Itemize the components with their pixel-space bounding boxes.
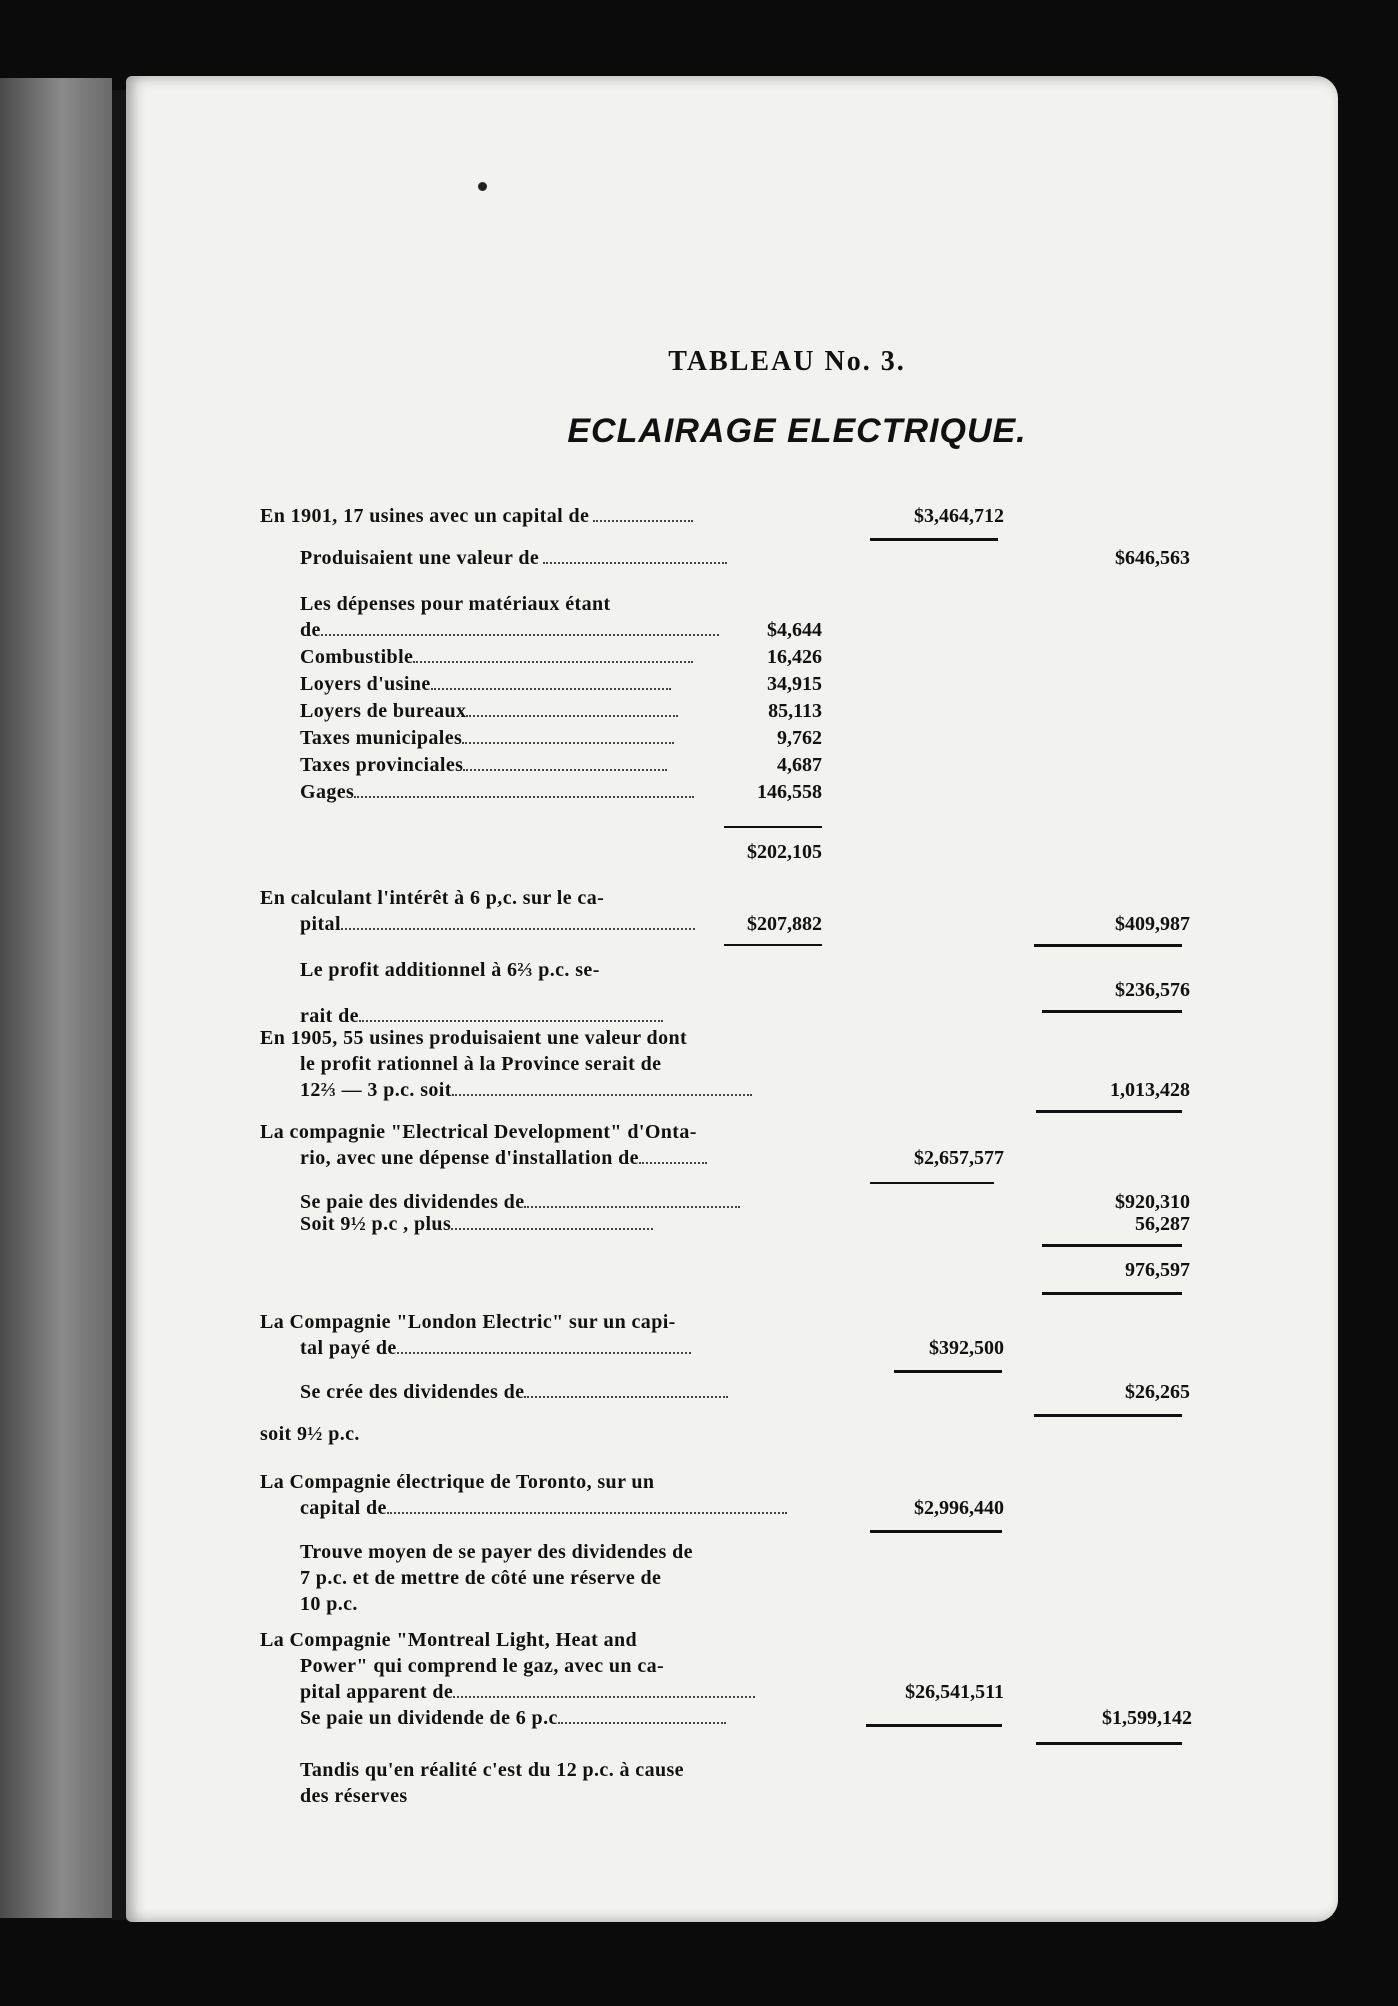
rule	[894, 1370, 1002, 1373]
ed-line2: rio, avec une dépense d'installation de	[300, 1146, 707, 1170]
document-page	[126, 76, 1338, 1922]
rule	[870, 538, 998, 541]
mlhp-line2: Power" qui comprend le gaz, avec un ca-	[300, 1655, 665, 1677]
profit-line2: rait de	[300, 1004, 663, 1028]
rule	[870, 1530, 1002, 1533]
ed-total: 976,597	[1125, 1259, 1190, 1281]
expense-label: Taxes municipales	[300, 726, 674, 750]
toronto-line2: capital de	[300, 1496, 787, 1520]
mlhp-div-text: Se paie un dividende de 6 p.c	[300, 1706, 726, 1730]
expense-label: Loyers d'usine	[300, 672, 671, 696]
produisaient-text: Produisaient une valeur de	[300, 546, 727, 570]
rule	[1042, 1010, 1182, 1013]
expense-label: Loyers de bureaux	[300, 699, 678, 723]
mlhp-capital: $26,541,511	[905, 1681, 1004, 1703]
london-soit: soit 9½ p.c.	[260, 1423, 360, 1445]
interet-line1: En calculant l'intérêt à 6 p,c. sur le ca-	[260, 887, 605, 909]
expense-value: 34,915	[767, 673, 822, 695]
toronto-text-1: Trouve moyen de se payer des dividendes de	[300, 1541, 693, 1563]
tandis-line2: des réserves	[300, 1785, 408, 1807]
ed-soit-value: 56,287	[1135, 1213, 1190, 1235]
expense-value: $4,644	[767, 619, 822, 641]
london-line1: La Compagnie "London Electric" sur un capi-	[260, 1311, 676, 1333]
toronto-text-3: 10 p.c.	[300, 1593, 358, 1615]
tandis-line1: Tandis qu'en réalité c'est du 12 p.c. à cause	[300, 1759, 684, 1781]
facing-page-edge	[0, 78, 112, 1918]
produisaient-value: $646,563	[1115, 547, 1190, 569]
mlhp-line3: pital apparent de	[300, 1680, 755, 1704]
expense-label: Gages	[300, 780, 694, 804]
london-div-value: $26,265	[1125, 1381, 1190, 1403]
expense-label: Combustible	[300, 645, 693, 669]
table-subject: ECLAIRAGE ELECTRIQUE.	[567, 412, 1027, 450]
rule	[1034, 944, 1182, 947]
expense-label: de	[300, 618, 719, 642]
ed-capital: $2,657,577	[914, 1147, 1004, 1169]
r1905-value: 1,013,428	[1110, 1079, 1190, 1101]
profit-line1: Le profit additionnel à 6⅔ p.c. se-	[300, 959, 600, 981]
expense-value: 9,762	[777, 727, 822, 749]
rule	[1042, 1292, 1182, 1295]
rule	[870, 1182, 994, 1184]
rule	[1036, 1110, 1182, 1113]
ed-div-value: $920,310	[1115, 1191, 1190, 1213]
mlhp-div-value: $1,599,142	[1102, 1707, 1192, 1729]
rule	[1042, 1244, 1182, 1247]
toronto-capital: $2,996,440	[914, 1497, 1004, 1519]
depenses-total: $202,105	[747, 841, 822, 863]
expense-value: 85,113	[768, 700, 822, 722]
expense-value: 16,426	[767, 646, 822, 668]
london-capital: $392,500	[929, 1337, 1004, 1359]
london-div-text: Se crée des dividendes de	[300, 1380, 728, 1404]
expense-label: Taxes provinciales	[300, 753, 667, 777]
r1905-line2: le profit rationnel à la Province serait de	[300, 1053, 662, 1075]
mlhp-line1: La Compagnie "Montreal Light, Heat and	[260, 1629, 638, 1651]
ed-line1: La compagnie "Electrical Development" d'Onta-	[260, 1121, 697, 1143]
depenses-intro: Les dépenses pour matériaux étant	[300, 593, 611, 615]
rule	[1034, 1414, 1182, 1417]
r1905-line1: En 1905, 55 usines produisaient une valeur dont	[260, 1027, 688, 1049]
ed-div-text: Se paie des dividendes de	[300, 1190, 740, 1214]
ink-dot	[478, 182, 487, 191]
r1905-line3: 12⅔ — 3 p.c. soit	[300, 1078, 752, 1102]
interet-result: $409,987	[1115, 913, 1190, 935]
rule	[724, 826, 822, 828]
rule	[1036, 1742, 1182, 1745]
toronto-line1: La Compagnie électrique de Toronto, sur un	[260, 1471, 655, 1493]
row-1901-text: En 1901, 17 usines avec un capital de	[260, 504, 693, 528]
interet-value: $207,882	[747, 913, 822, 935]
expense-value: 146,558	[757, 781, 822, 803]
profit-value: $236,576	[1115, 979, 1190, 1001]
row-1901-capital: $3,464,712	[914, 505, 1004, 527]
ed-soit-text: Soit 9½ p.c , plus	[300, 1212, 653, 1236]
toronto-text-2: 7 p.c. et de mettre de côté une réserve de	[300, 1567, 662, 1589]
expense-value: 4,687	[777, 754, 822, 776]
rule	[724, 944, 822, 946]
rule	[866, 1724, 1002, 1727]
table-number: TABLEAU No. 3.	[668, 346, 906, 377]
london-line2: tal payé de	[300, 1336, 691, 1360]
interet-line2: pital	[300, 912, 695, 936]
